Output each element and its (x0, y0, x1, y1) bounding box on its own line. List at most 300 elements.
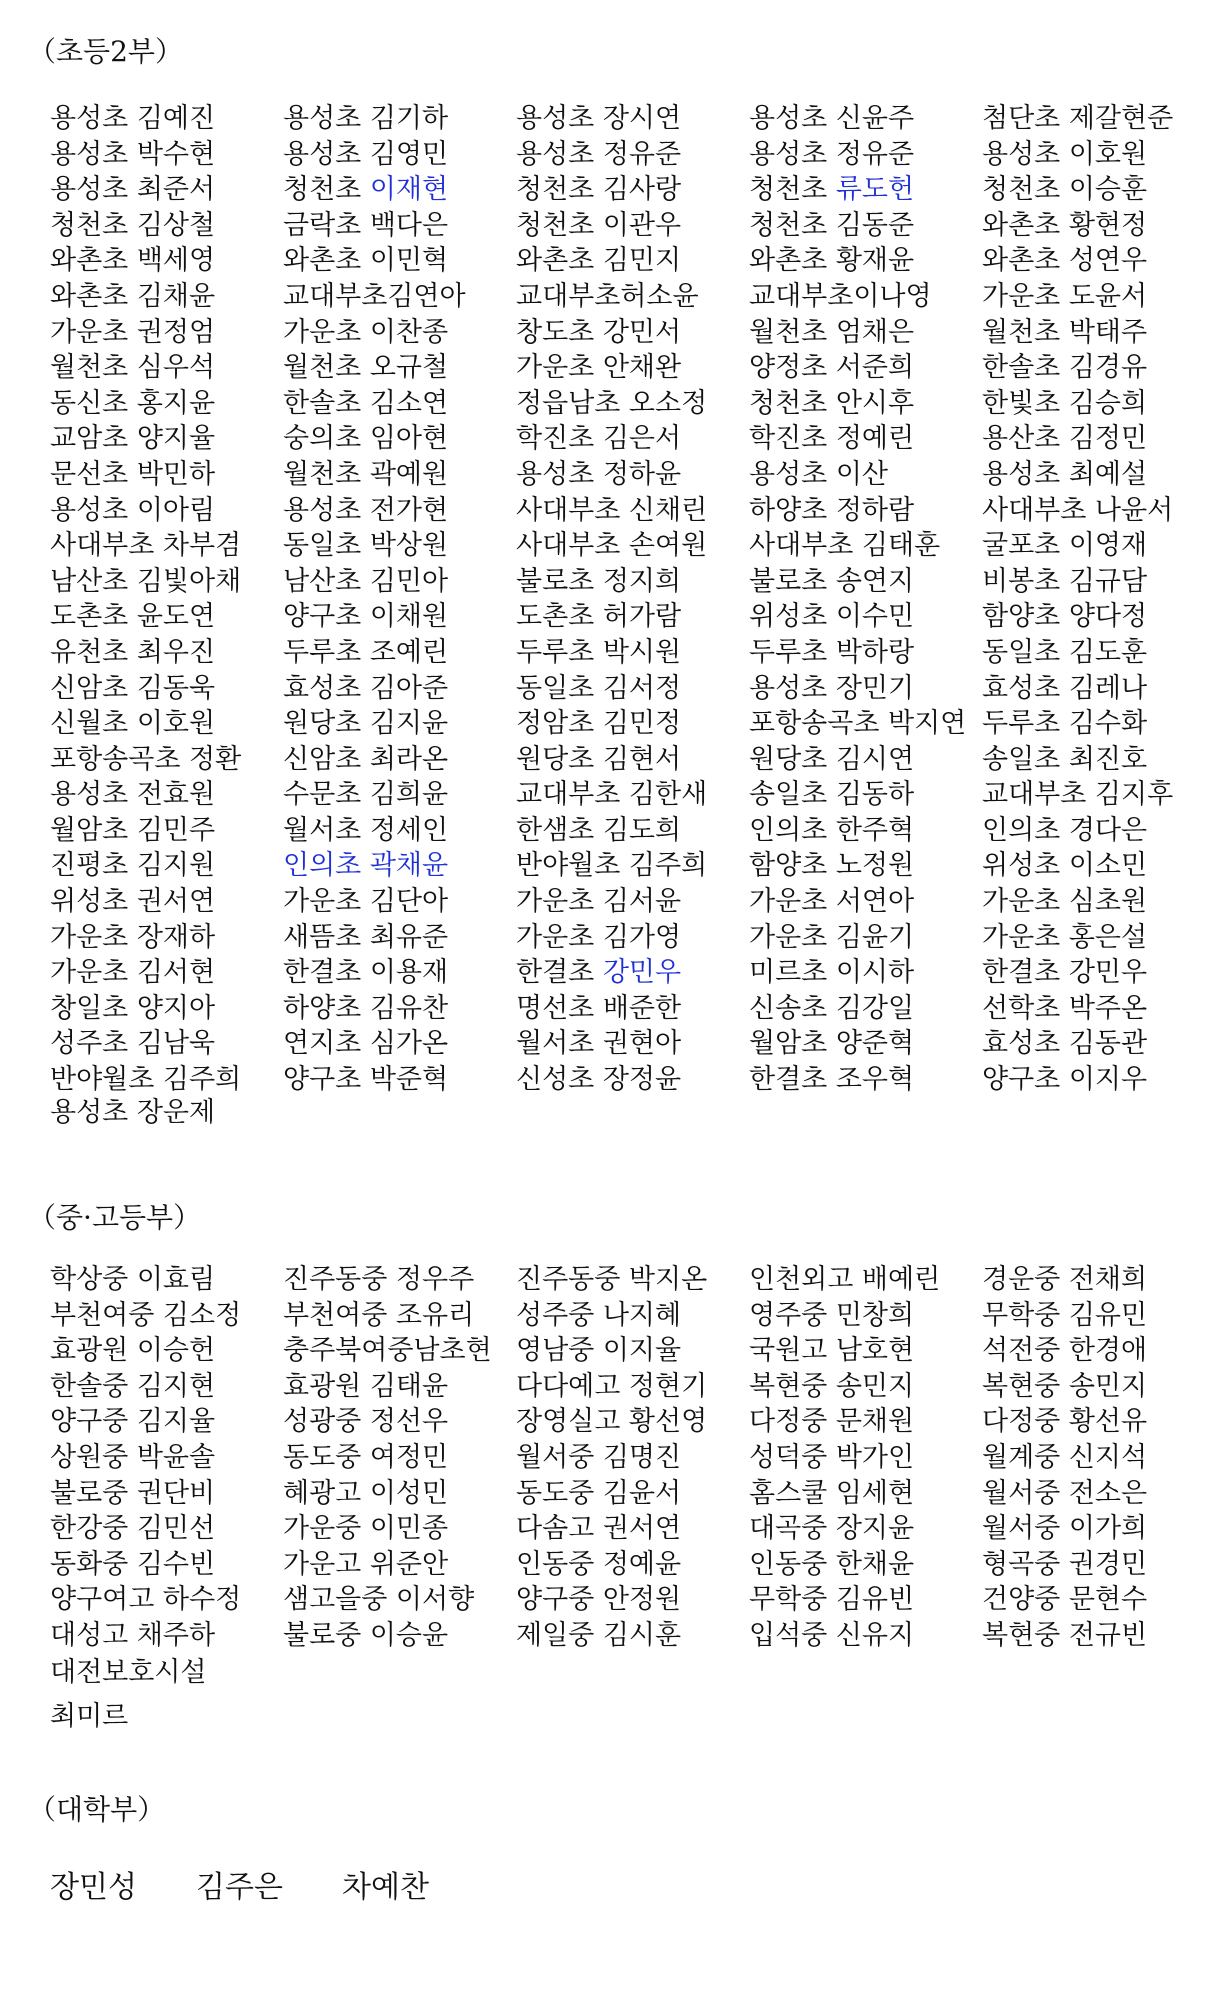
school-name: 포항송곡초 (749, 708, 880, 740)
student-name: 도윤서 (1068, 280, 1148, 312)
school-name: 효성초 (982, 672, 1061, 704)
school-name: 용성초 (50, 494, 129, 526)
student-name: 이서향 (395, 1584, 475, 1616)
name-entry (982, 1369, 1215, 1405)
name-entry (749, 279, 982, 315)
name-entry (50, 172, 283, 208)
name-entry (516, 920, 749, 956)
school-name: 남산초 (50, 565, 129, 597)
student-name: 권서연 (602, 1513, 682, 1545)
school-name: 동화중 (50, 1548, 129, 1580)
school-name: 창도초 (516, 316, 595, 348)
school-name: 다정중 (982, 1406, 1061, 1438)
student-name: 박민하 (136, 458, 216, 490)
name-entry (283, 813, 516, 849)
school-name: 복현중 (982, 1370, 1061, 1402)
name-entry (516, 1618, 749, 1654)
name-entry (50, 635, 283, 671)
student-name: 권경민 (1068, 1548, 1148, 1580)
name-entry (50, 101, 283, 137)
student-name: 나윤서 (1094, 494, 1174, 526)
student-name: 이아림 (136, 494, 216, 526)
name-entry (516, 813, 749, 849)
student-name: 정하람 (835, 494, 915, 526)
name-entry (982, 528, 1215, 564)
school-name: 사대부초 (50, 530, 155, 562)
student-name: 박지연 (888, 708, 967, 740)
student-name: 이찬종 (369, 316, 449, 348)
student-name: 여정민 (369, 1441, 449, 1473)
name-entry (283, 706, 516, 742)
student-name: 김한새 (628, 779, 708, 811)
student-name: 이민혁 (369, 245, 449, 277)
name-entry (50, 564, 283, 600)
name-entry (50, 137, 283, 173)
student-name: 강민서 (602, 316, 682, 348)
student-name: 김동욱 (136, 672, 216, 704)
name-entry (516, 777, 749, 813)
university-name: 장민성 (50, 1870, 137, 1905)
name-entry (50, 1333, 283, 1369)
school-name: 청천초 (749, 387, 828, 419)
school-name: 학진초 (516, 423, 595, 455)
school-name: 위성초 (50, 886, 129, 918)
student-name: 송민지 (835, 1370, 915, 1402)
school-name: 월천초 (283, 458, 362, 490)
name-entry (50, 1298, 283, 1334)
school-name: 용성초 (749, 672, 828, 704)
student-name: 이지율 (602, 1335, 682, 1367)
student-name: 김영민 (369, 138, 449, 170)
school-name: 가운고 (283, 1548, 362, 1580)
school-name: 가운중 (283, 1513, 362, 1545)
name-entry (283, 884, 516, 920)
name-entry (50, 528, 283, 564)
student-name: 이관우 (602, 209, 682, 241)
name-entry (516, 101, 749, 137)
name-entry (982, 243, 1215, 279)
name-entry (749, 1333, 982, 1369)
school-name: 새뜸초 (283, 921, 362, 953)
school-name: 가운초 (50, 957, 129, 989)
student-name: 남호현 (835, 1335, 915, 1367)
school-name: 가운초 (50, 921, 129, 953)
name-entry (516, 1262, 749, 1298)
student-name: 신유지 (835, 1619, 915, 1651)
student-name: 문현수 (1068, 1584, 1148, 1616)
school-name: 청천초 (749, 174, 828, 206)
student-name: 채주하 (136, 1619, 216, 1651)
school-name: 하양초 (283, 992, 362, 1024)
student-name: 정우주 (395, 1264, 475, 1295)
student-name: 황선유 (1068, 1406, 1148, 1438)
school-name: 인동중 (749, 1548, 828, 1580)
student-name: 정유준 (835, 138, 915, 170)
name-entry (749, 493, 982, 529)
school-name: 월서초 (516, 1028, 595, 1060)
student-name: 황현정 (1068, 209, 1148, 241)
school-name: 국원고 (749, 1335, 828, 1367)
student-name: 손여원 (628, 530, 708, 562)
school-name: 월서초 (283, 814, 362, 846)
school-name: 교대부초 (982, 779, 1087, 811)
student-name: 장정윤 (602, 1064, 682, 1096)
student-name: 이지우 (1068, 1064, 1148, 1096)
name-entry (516, 457, 749, 493)
school-name: 동신초 (50, 387, 129, 419)
name-entry (516, 848, 749, 884)
name-entry (982, 350, 1215, 386)
student-name: 김사랑 (602, 174, 682, 206)
school-name: 수문초 (283, 779, 362, 811)
name-entry (516, 172, 749, 208)
name-entry (283, 243, 516, 279)
student-name: 김시훈 (602, 1619, 682, 1651)
school-name: 문선초 (50, 458, 129, 490)
school-name: 와촌초 (982, 245, 1061, 277)
school-name: 가운초 (749, 886, 828, 918)
student-name: 김지윤 (369, 708, 449, 740)
student-name: 한주혁 (835, 814, 915, 846)
student-name: 임세현 (835, 1477, 915, 1509)
student-name: 김가영 (602, 921, 682, 953)
school-name: 교대부초 (516, 280, 621, 312)
name-entry (283, 1062, 516, 1098)
name-entry (50, 1618, 283, 1654)
school-name: 진평초 (50, 850, 129, 882)
student-name: 이시하 (835, 957, 915, 989)
name-entry (982, 1026, 1215, 1062)
school-name: 와촌초 (982, 209, 1061, 241)
middle-high-name-grid (50, 1262, 1215, 1654)
student-name: 임아현 (369, 423, 449, 455)
student-name: 이소민 (1068, 850, 1148, 882)
name-entry (283, 920, 516, 956)
name-entry (749, 208, 982, 244)
school-name: 다다예고 (516, 1370, 621, 1402)
student-name: 김태훈 (861, 530, 941, 562)
student-name: 김민정 (602, 708, 682, 740)
student-name: 한채윤 (835, 1548, 915, 1580)
name-entry (283, 1440, 516, 1476)
student-name: 이산 (835, 458, 889, 490)
name-entry (749, 564, 982, 600)
name-entry (283, 848, 516, 884)
school-name: 가운초 (516, 921, 595, 953)
name-entry (283, 386, 516, 422)
student-name: 윤도연 (136, 601, 216, 633)
name-entry (749, 243, 982, 279)
name-entry (982, 884, 1215, 920)
student-name: 김승희 (1068, 387, 1148, 419)
student-name: 정지희 (602, 565, 682, 597)
school-name: 월서중 (982, 1513, 1061, 1545)
student-name: 전효원 (136, 779, 216, 811)
student-name: 류도헌 (835, 174, 915, 206)
student-name: 배예린 (861, 1264, 941, 1295)
school-name: 미르초 (749, 957, 828, 989)
school-name: 경운중 (982, 1264, 1061, 1295)
name-entry (516, 1440, 749, 1476)
name-entry (50, 955, 283, 991)
elementary-name-grid (50, 101, 1215, 1098)
student-name: 최진호 (1068, 743, 1148, 775)
student-name: 김도훈 (1068, 636, 1148, 668)
name-entry (50, 208, 283, 244)
student-name: 김현서 (602, 743, 682, 775)
name-entry (749, 671, 982, 707)
school-name: 성주중 (516, 1299, 595, 1331)
school-name: 사대부초 (982, 494, 1087, 526)
school-name: 용산초 (982, 423, 1061, 455)
school-name: 상원중 (50, 1441, 129, 1473)
name-entry (50, 742, 283, 778)
school-name: 선학초 (982, 992, 1061, 1024)
student-name: 허가람 (602, 601, 682, 633)
name-entry (516, 243, 749, 279)
school-name: 인의초 (749, 814, 828, 846)
name-entry (283, 1404, 516, 1440)
school-name: 와촌초 (516, 245, 595, 277)
student-name: 문채원 (835, 1406, 915, 1438)
name-entry (749, 1062, 982, 1098)
school-name: 청천초 (982, 174, 1061, 206)
name-entry (50, 493, 283, 529)
student-name: 박태주 (1068, 316, 1148, 348)
school-name: 양구초 (283, 601, 362, 633)
name-entry (982, 1062, 1215, 1098)
school-name: 제일중 (516, 1619, 595, 1651)
name-entry (516, 350, 749, 386)
name-entry (516, 1476, 749, 1512)
name-entry (982, 101, 1215, 137)
school-name: 효성초 (283, 672, 362, 704)
student-name: 이성민 (369, 1477, 449, 1509)
school-name: 가운초 (982, 280, 1061, 312)
student-name: 김예진 (136, 103, 216, 134)
student-name: 최라온 (369, 743, 449, 775)
school-name: 신월초 (50, 708, 129, 740)
school-name: 정읍남초 (516, 387, 621, 419)
student-name: 장재하 (136, 921, 216, 953)
section-title-university: （대학부） (28, 1793, 166, 1826)
school-name: 성주초 (50, 1028, 129, 1060)
name-entry (982, 1511, 1215, 1547)
student-name: 김남욱 (136, 1028, 216, 1060)
student-name: 이승훈 (1068, 174, 1148, 206)
name-entry (749, 884, 982, 920)
name-entry (982, 848, 1215, 884)
student-name: 양다정 (1068, 601, 1148, 633)
name-entry (982, 991, 1215, 1027)
student-name: 김단아 (369, 886, 449, 918)
student-name: 김빛아채 (136, 565, 242, 597)
school-name: 효성초 (982, 1028, 1061, 1060)
student-name: 송민지 (1068, 1370, 1148, 1402)
name-entry (749, 421, 982, 457)
student-name: 이민종 (369, 1513, 449, 1545)
school-name: 숭의초 (283, 423, 362, 455)
student-name: 김도희 (602, 814, 682, 846)
student-name: 심초원 (1068, 886, 1148, 918)
name-entry (50, 457, 283, 493)
student-name: 전가현 (369, 494, 449, 526)
name-entry (749, 386, 982, 422)
name-entry (749, 315, 982, 351)
name-entry (749, 635, 982, 671)
school-name: 효광원 (50, 1335, 129, 1367)
school-name: 용성초 (749, 458, 828, 490)
school-name: 청천초 (749, 209, 828, 241)
name-entry (749, 991, 982, 1027)
name-entry (749, 528, 982, 564)
school-name: 불로초 (516, 565, 595, 597)
name-entry (50, 243, 283, 279)
student-name: 곽예원 (369, 458, 449, 490)
name-entry (283, 137, 516, 173)
name-entry (516, 742, 749, 778)
name-entry (749, 1369, 982, 1405)
name-entry (982, 493, 1215, 529)
name-entry (516, 671, 749, 707)
student-name: 김서현 (136, 957, 216, 989)
school-name: 연지초 (283, 1028, 362, 1060)
school-name: 반야월초 (50, 1064, 155, 1096)
student-name: 장민기 (835, 672, 915, 704)
school-name: 진주동중 (516, 1264, 621, 1295)
name-entry (283, 564, 516, 600)
name-entry (283, 1298, 516, 1334)
school-name: 함양초 (982, 601, 1061, 633)
name-entry (283, 1582, 516, 1618)
student-name: 김연아 (387, 280, 466, 312)
name-entry (749, 1440, 982, 1476)
school-name: 사대부초 (516, 494, 621, 526)
student-name: 이호원 (136, 708, 216, 740)
student-name: 신채린 (628, 494, 708, 526)
school-name: 양구초 (982, 1064, 1061, 1096)
school-name: 용성초 (283, 494, 362, 526)
school-name: 송일초 (749, 779, 828, 811)
student-name: 김기하 (369, 103, 449, 134)
name-entry (982, 1440, 1215, 1476)
school-name: 월천초 (50, 352, 129, 384)
student-name: 민창희 (835, 1299, 915, 1331)
student-name: 정유준 (602, 138, 682, 170)
student-name: 정세인 (369, 814, 449, 846)
school-name: 용성초 (50, 103, 129, 134)
name-entry (516, 315, 749, 351)
school-name: 용성초 (516, 138, 595, 170)
school-name: 다정중 (749, 1406, 828, 1438)
name-entry (516, 635, 749, 671)
name-entry (283, 457, 516, 493)
student-name: 홍지윤 (136, 387, 216, 419)
name-entry (516, 1511, 749, 1547)
school-name: 첨단초 (982, 103, 1061, 134)
student-name: 권현아 (602, 1028, 682, 1060)
school-name: 석전중 (982, 1335, 1061, 1367)
student-name: 한경애 (1068, 1335, 1148, 1367)
school-name: 홈스쿨 (749, 1477, 828, 1509)
student-name: 장지윤 (835, 1513, 915, 1545)
student-name: 정환 (189, 743, 242, 775)
student-name: 오규철 (369, 352, 449, 384)
school-name: 가운초 (283, 316, 362, 348)
name-entry (982, 421, 1215, 457)
name-entry (982, 208, 1215, 244)
school-name: 한결초 (982, 957, 1061, 989)
student-name: 김강일 (835, 992, 915, 1024)
school-name: 용성초 (749, 138, 828, 170)
name-entry (982, 777, 1215, 813)
section-title-middle-high: （중·고등부） (28, 1201, 202, 1234)
student-name: 오소정 (628, 387, 708, 419)
student-name: 성연우 (1068, 245, 1148, 277)
university-name: 김주은 (196, 1870, 283, 1905)
student-name: 김상철 (136, 209, 216, 241)
name-entry (982, 279, 1215, 315)
school-name: 원당초 (749, 743, 828, 775)
school-name: 충주북여중남초현 (283, 1335, 492, 1367)
name-entry (283, 742, 516, 778)
name-entry (749, 955, 982, 991)
name-entry (982, 564, 1215, 600)
name-entry (749, 457, 982, 493)
name-entry (516, 137, 749, 173)
school-name: 월천초 (749, 316, 828, 348)
university-name: 차예찬 (342, 1870, 429, 1905)
school-name: 용성초 (50, 138, 129, 170)
student-name: 박주온 (1068, 992, 1148, 1024)
name-entry (516, 564, 749, 600)
student-name: 박윤솔 (136, 1441, 216, 1473)
student-name: 강민우 (602, 957, 682, 989)
name-entry (982, 457, 1215, 493)
name-entry (982, 386, 1215, 422)
student-name: 김민주 (136, 814, 216, 846)
school-name: 한빛초 (982, 387, 1061, 419)
school-name: 가운초 (50, 316, 129, 348)
name-entry (749, 1511, 982, 1547)
student-name: 전규빈 (1068, 1619, 1148, 1651)
student-name: 김유민 (1068, 1299, 1148, 1331)
name-entry (982, 1404, 1215, 1440)
name-entry (50, 884, 283, 920)
school-name: 인의초 (982, 814, 1061, 846)
school-name: 불로중 (283, 1619, 362, 1651)
school-name: 복현중 (982, 1619, 1061, 1651)
student-name: 심우석 (136, 352, 216, 384)
name-entry (982, 1262, 1215, 1298)
school-name: 한솔초 (982, 352, 1061, 384)
school-name: 두루초 (516, 636, 595, 668)
student-name: 김주희 (628, 850, 708, 882)
school-name: 금락초 (283, 209, 362, 241)
school-name: 용성초 (283, 138, 362, 170)
student-name: 이용재 (369, 957, 449, 989)
student-name: 이승윤 (369, 1619, 449, 1651)
school-name: 불로초 (749, 565, 828, 597)
name-entry (749, 920, 982, 956)
school-name: 한결초 (283, 957, 362, 989)
student-name: 허소윤 (620, 280, 699, 312)
name-entry (749, 1582, 982, 1618)
school-name: 용성초 (749, 103, 828, 134)
school-name: 월암초 (50, 814, 129, 846)
name-entry (50, 1582, 283, 1618)
student-name: 조우혁 (835, 1064, 915, 1096)
